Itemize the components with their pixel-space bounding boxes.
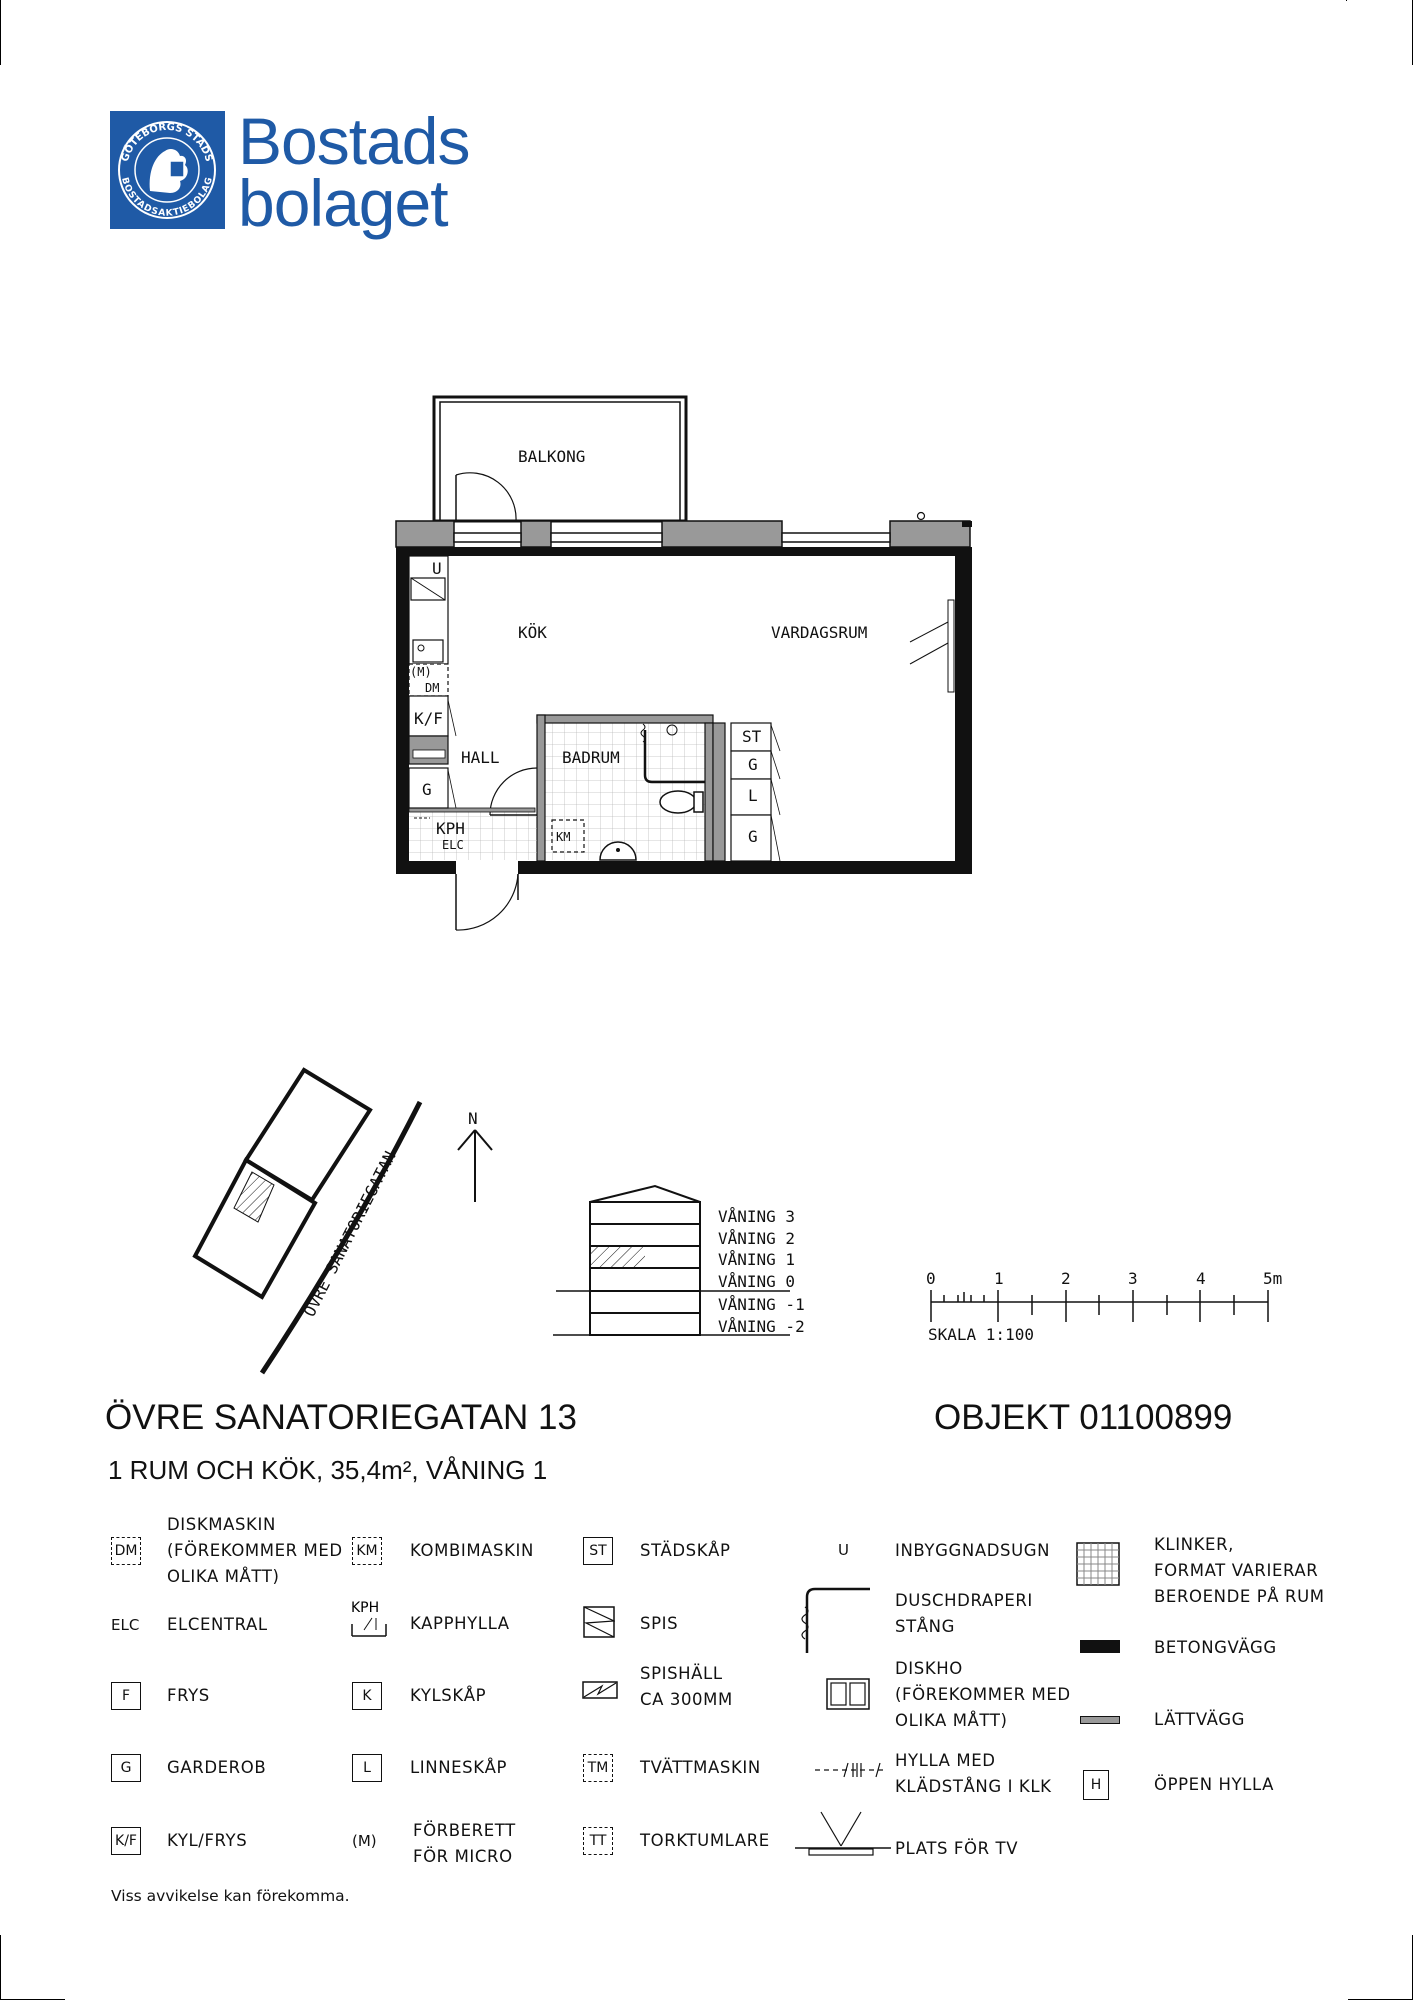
fixture-m: (M): [410, 665, 432, 679]
floor-label-3: VÅNING 3: [718, 1207, 796, 1226]
legend-kf-text: KYL/FRYS: [167, 1831, 248, 1850]
entrance-door: [456, 874, 518, 930]
fixture-g3: G: [748, 827, 758, 846]
legend-kph-icon: [350, 1598, 390, 1638]
legend-h-text: ÖPPEN HYLLA: [1154, 1775, 1275, 1794]
legend-tv-icon: [793, 1810, 893, 1858]
scale-tick-1: 1: [994, 1269, 1004, 1288]
legend-tt-symbol: TT: [583, 1827, 613, 1855]
logo-line-2: bolaget: [238, 166, 448, 240]
legend-elc-symbol: ELC: [111, 1616, 140, 1634]
legend-st-symbol: ST: [583, 1537, 613, 1565]
legend-g-text: GARDEROB: [167, 1758, 267, 1777]
fixture-u: U: [432, 559, 442, 578]
legend-diskho-text: DISKHO (FÖREKOMMER MED OLIKA MÅTT): [895, 1659, 1071, 1730]
legend-u-text: INBYGGNADSUGN: [895, 1541, 1051, 1560]
north-arrow-icon: [450, 1100, 500, 1210]
legend-kph-symbol: KPH: [351, 1600, 380, 1616]
scale-tick-0: 0: [926, 1269, 936, 1288]
fixture-dm: DM: [425, 681, 440, 695]
crop-mark-bl-v: [0, 1935, 1, 2000]
legend-tv-text: PLATS FÖR TV: [895, 1839, 1019, 1858]
legend-spishall-icon: [582, 1680, 618, 1700]
legend-km-text: KOMBIMASKIN: [410, 1541, 534, 1560]
floor-label-0: VÅNING 0: [718, 1272, 796, 1291]
room-label-kok: KÖK: [518, 623, 547, 642]
crop-mark-tl-h: [1346, 0, 1347, 1]
fixture-g1: G: [422, 780, 432, 799]
fixture-g2: G: [748, 755, 758, 774]
scale-tick-4: 4: [1196, 1269, 1206, 1288]
scale-tick-5: 5m: [1263, 1269, 1283, 1288]
legend-concrete-wall-swatch: [1080, 1640, 1120, 1653]
scale-tick-2: 2: [1061, 1269, 1071, 1288]
legend-elc-text: ELCENTRAL: [167, 1615, 268, 1634]
legend-k-text: KYLSKÅP: [410, 1686, 487, 1705]
fixture-kph: KPH: [436, 819, 465, 838]
scale-label: SKALA 1:100: [928, 1325, 1034, 1344]
legend-shelf-rod-icon: [813, 1760, 888, 1780]
legend-dm-text: DISKMASKIN (FÖREKOMMER MED OLIKA MÅTT): [167, 1515, 343, 1586]
legend-l-symbol: L: [352, 1754, 382, 1782]
legend-spishall-text: SPISHÄLL CA 300MM: [640, 1664, 733, 1709]
floor-label-2: VÅNING 2: [718, 1229, 796, 1248]
fixture-km: KM: [556, 830, 571, 844]
legend-f-text: FRYS: [167, 1686, 210, 1705]
floor-plan: [380, 380, 1000, 940]
apartment-details: 1 RUM OCH KÖK, 35,4m², VÅNING 1: [108, 1455, 548, 1485]
object-number: OBJEKT 01100899: [934, 1398, 1233, 1437]
section-diagram: [545, 1180, 835, 1340]
legend-sink-icon: [826, 1678, 870, 1710]
north-label: N: [468, 1109, 478, 1128]
legend-m-symbol: (M): [352, 1832, 377, 1850]
fixture-kf: K/F: [414, 709, 443, 728]
street-label: ÖVRE SANATORIEGATAN: [299, 1148, 400, 1320]
floor-label-m2: VÅNING -2: [718, 1317, 805, 1336]
fixture-st: ST: [742, 727, 762, 746]
legend-spis-icon: [583, 1606, 615, 1638]
legend-k-symbol: K: [352, 1682, 382, 1710]
tv-place-icon: [910, 600, 954, 692]
legend-st-text: STÄDSKÅP: [640, 1541, 731, 1560]
legend-tm-symbol: TM: [583, 1754, 613, 1782]
legend-shower-rail-icon: [795, 1585, 875, 1655]
legend-light-wall-swatch: [1080, 1716, 1120, 1724]
lion-seal-icon: [110, 111, 225, 229]
room-label-badrum: BADRUM: [562, 748, 620, 767]
legend-m-text: FÖRBERETT FÖR MICRO: [413, 1821, 516, 1866]
scale-tick-3: 3: [1128, 1269, 1138, 1288]
legend-tt-text: TORKTUMLARE: [640, 1831, 770, 1850]
crop-mark-tl-v: [0, 0, 1, 65]
legend-l-text: LINNESKÅP: [410, 1758, 508, 1777]
legend-spis-text: SPIS: [640, 1614, 679, 1633]
legend-tile-icon: [1076, 1542, 1120, 1586]
address-title: ÖVRE SANATORIEGATAN 13: [105, 1398, 577, 1437]
legend-g-symbol: G: [111, 1754, 141, 1782]
svg-text:GÖTEBORGS STADS: GÖTEBORGS STADS: [119, 121, 215, 164]
room-label-vardagsrum: VARDAGSRUM: [771, 623, 868, 642]
north-wall: [396, 513, 972, 557]
fixture-l: L: [748, 786, 758, 805]
legend-h-symbol: H: [1083, 1770, 1109, 1800]
legend-tm-text: TVÄTTMASKIN: [640, 1758, 761, 1777]
legend-hylla-text: HYLLA MED KLÄDSTÅNG I KLK: [895, 1751, 1052, 1796]
room-label-balkong: BALKONG: [518, 447, 586, 466]
floor-label-m1: VÅNING -1: [718, 1295, 805, 1314]
balcony-door: [456, 473, 516, 521]
legend-latt-text: LÄTTVÄGG: [1154, 1710, 1246, 1729]
room-label-hall: HALL: [461, 748, 500, 767]
fixture-elc: ELC: [442, 838, 464, 852]
scale-bar: [920, 1260, 1300, 1350]
legend-dm-symbol: DM: [111, 1537, 141, 1565]
logo-seal: [110, 111, 225, 229]
legend-kph-text: KAPPHYLLA: [410, 1614, 510, 1633]
legend-klinker-text: KLINKER, FORMAT VARIERAR BEROENDE PÅ RUM: [1154, 1535, 1325, 1606]
legend-u-symbol: U: [838, 1541, 849, 1559]
legend-kf-symbol: K/F: [111, 1827, 141, 1855]
legend-f-symbol: F: [111, 1682, 141, 1710]
svg-text:BOSTADSAKTIEBOLAG: BOSTADSAKTIEBOLAG: [119, 176, 215, 219]
disclaimer-note: Viss avvikelse kan förekomma.: [111, 1887, 350, 1905]
floor-label-1: VÅNING 1: [718, 1250, 796, 1269]
legend-dusch-text: DUSCHDRAPERI STÅNG: [895, 1591, 1033, 1636]
logo-line-1: Bostads: [238, 104, 470, 178]
legend-km-symbol: KM: [352, 1537, 382, 1565]
legend-betong-text: BETONGVÄGG: [1154, 1638, 1277, 1657]
